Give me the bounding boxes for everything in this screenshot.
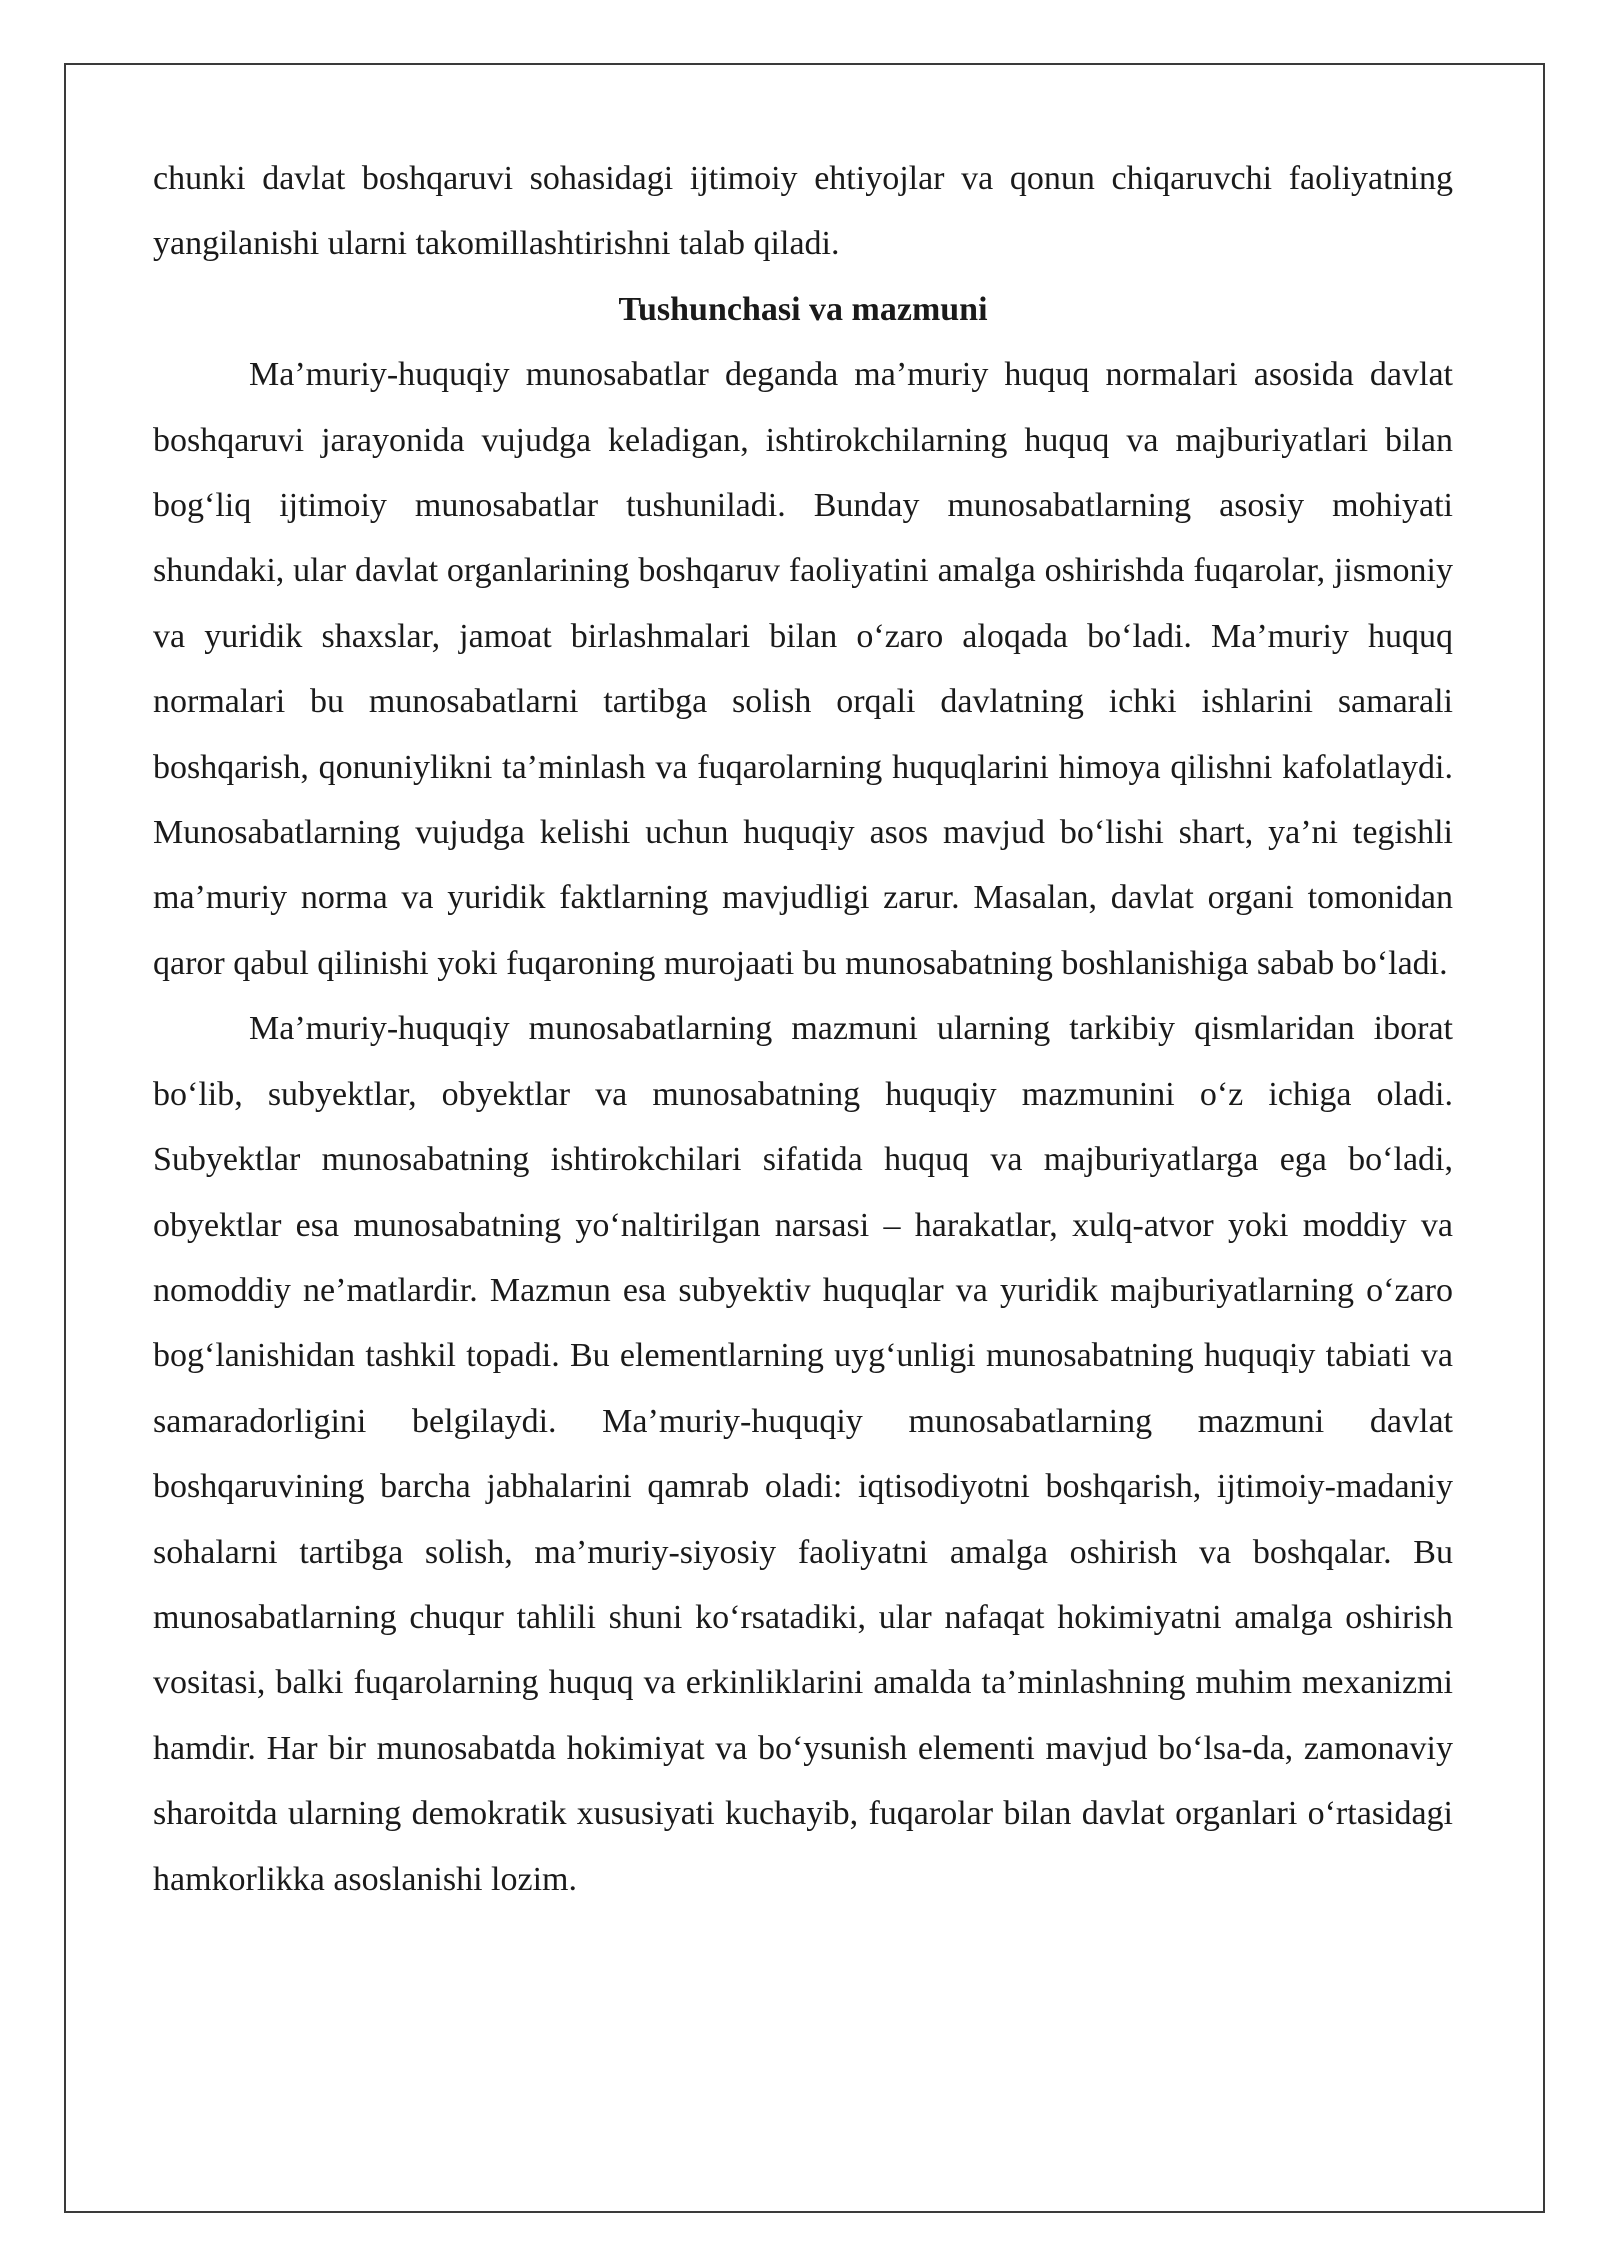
- document-body: [153, 146, 1453, 1912]
- section-heading: Tushunchasi va mazmuni: [618, 290, 988, 328]
- paragraph-2: Ma’muriy-huquqiy munosabatlarning mazmuni ularning tarkibiy qismlaridan iborat bo‘lib, subyektlar, obyektlar va munosabatning huquqiy mazmunini o‘z ichiga oladi. Subyektlar munosabatning ishtirokchilari sifatida huquq va majburiyatlarga ega bo‘ladi, obyektlar esa munosabatning yo‘naltirilgan narsasi – harakatlar, xulq-atvor yoki moddiy va nomoddiy ne’matlardir. Mazmun esa subyektiv huquqlar va yuridik majburiyatlarning o‘zaro bog‘lanishidan tashkil topadi. Bu elementlarning uyg‘unligi munosabatning huquqiy tabiati va samaradorligini belgilaydi. Ma’muriy-huquqiy munosabatlarning mazmuni davlat boshqaruvining barcha jabhalarini qamrab oladi: iqtisodiyotni boshqarish, ijtimoiy-madaniy sohalarni tartibga solish, ma’muriy-siyosiy faoliyatni amalga oshirish va boshqalar. Bu munosabatlarning chuqur tahlili shuni ko‘rsatadiki, ular nafaqat hokimiyatni amalga oshirish vositasi, balki fuqarolarning huquq va erkinliklarini amalda ta’minlashning muhim mexanizmi hamdir. Har bir munosabatda hokimiyat va bo‘ysunish elementi mavjud bo‘lsa-da, zamonaviy sharoitda ularning demokratik xususiyati kuchayib, fuqarolar bilan davlat organlari o‘rtasidagi hamkorlikka asoslanishi lozim.: [153, 1010, 1453, 1898]
- continuation-paragraph: chunki davlat boshqaruvi sohasidagi ijtimoiy ehtiyojlar va qonun chiqaruvchi faoliyatning yangilanishi ularni takomillashtirishni talab qiladi.: [153, 160, 1453, 263]
- paragraph-1: Ma’muriy-huquqiy munosabatlar deganda ma’muriy huquq normalari asosida davlat boshqaruvi jarayonida vujudga keladigan, ishtirokchilarning huquq va majburiyatlari bilan bog‘liq ijtimoiy munosabatlar tushuniladi. Bunday munosabatlarning asosiy mohiyati shundaki, ular davlat organlarining boshqaruv faoliyatini amalga oshirishda fuqarolar, jismoniy va yuridik shaxslar, jamoat birlashmalari bilan o‘zaro aloqada bo‘ladi. Ma’muriy huquq normalari bu munosabatlarni tartibga solish orqali davlatning ichki ishlarini samarali boshqarish, qonuniylikni ta’minlash va fuqarolarning huquqlarini himoya qilishni kafolatlaydi. Munosabatlarning vujudga kelishi uchun huquqiy asos mavjud bo‘lishi shart, ya’ni tegishli ma’muriy norma va yuridik faktlarning mavjudligi zarur. Masalan, davlat organi tomonidan qaror qabul qilinishi yoki fuqaroning murojaati bu munosabatning boshlanishiga sabab bo‘ladi.: [153, 356, 1453, 982]
